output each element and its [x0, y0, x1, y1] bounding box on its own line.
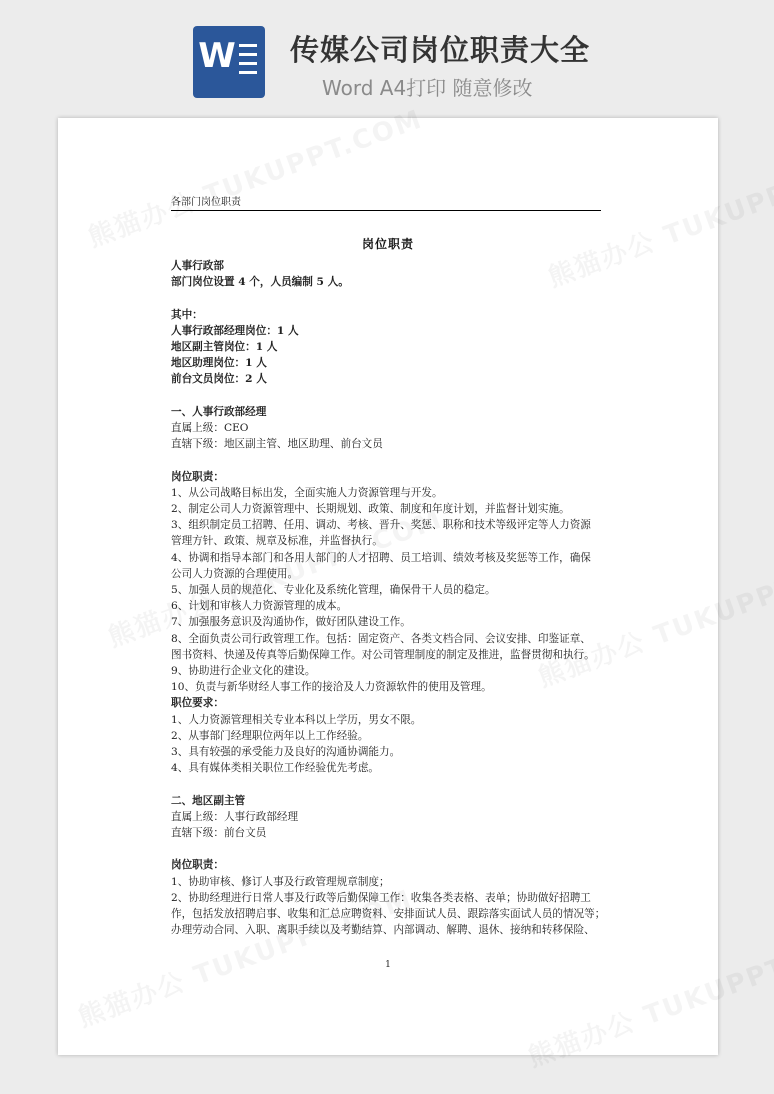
body-line: 2、制定公司人力资源管理中、长期规划、政策、制度和年度计划，并监督计划实施。	[171, 503, 570, 515]
banner-title: 传媒公司岗位职责大全	[290, 33, 591, 67]
body-line: 管理方针、政策、规章及标准，并监督执行。	[171, 535, 383, 548]
blank-line	[171, 776, 603, 792]
body-line: 直辖下级：地区副主管、地区助理、前台文员	[171, 438, 383, 451]
body-line: 前台文员岗位：2 人	[171, 373, 267, 386]
body-line: 岗位职责：	[171, 470, 224, 483]
body-line: 7、加强服务意识及沟通协作，做好团队建设工作。	[171, 616, 411, 629]
body-line: 2、协助经理进行日常人事及行政等后勤保障工作：收集各类表格、表单；协助做好招聘工	[171, 891, 591, 904]
body-line: 其中：	[171, 308, 203, 321]
body-line: 直属上级：人事行政部经理	[171, 810, 299, 823]
document-body	[171, 258, 606, 938]
blank-line	[171, 388, 603, 404]
body-line: 一、人事行政部经理	[171, 405, 267, 418]
body-line: 6、计划和审核人力资源管理的成本。	[171, 600, 348, 613]
word-icon-lines	[239, 44, 257, 80]
body-line: 直属上级：CEO	[171, 422, 249, 434]
banner-subtitle: Word A4打印 随意修改	[322, 76, 533, 100]
body-line: 1、人力资源管理相关专业本科以上学历，男女不限。	[171, 713, 422, 726]
word-icon-letter: W	[198, 36, 236, 76]
document-page	[58, 118, 718, 1055]
body-line: 3、组织制定员工招聘、任用、调动、考核、晋升、奖惩、职称和技术等级评定等人力资源	[171, 519, 591, 532]
banner	[0, 0, 774, 118]
body-line: 10、负责与新华财经人事工作的接洽及人力资源软件的使用及管理。	[171, 681, 492, 694]
page-header: 各部门岗位职责	[171, 193, 601, 211]
body-line: 4、具有媒体类相关职位工作经验优先考虑。	[171, 762, 380, 775]
body-line: 二、地区副主管	[171, 794, 246, 807]
blank-line	[171, 452, 603, 468]
body-line: 岗位职责：	[171, 859, 224, 872]
body-line: 办理劳动合同、入职、离职手续以及考勤结算、内部调动、解聘、退休、接纳和转移保险、	[171, 924, 595, 937]
body-line: 图书资料、快递及传真等后勤保障工作。对公司管理制度的制定及推进，监督贯彻和执行。	[171, 648, 595, 661]
body-line: 9、协助进行企业文化的建设。	[171, 665, 316, 678]
word-doc-icon	[193, 26, 265, 98]
body-line: 人事行政部	[171, 260, 224, 272]
body-line: 1、协助审核、修订人事及行政管理规章制度；	[171, 875, 390, 888]
blank-line	[171, 841, 603, 857]
body-line: 直辖下级：前台文员	[171, 827, 267, 840]
page-number: 1	[385, 960, 391, 970]
body-line: 2、从事部门经理职位两年以上工作经验。	[171, 729, 369, 742]
document-title: 岗位职责	[361, 237, 414, 251]
watermark	[522, 919, 774, 1075]
body-line: 地区助理岗位：1 人	[171, 357, 267, 370]
body-line: 人事行政部经理岗位：1 人	[171, 324, 299, 337]
body-line: 公司人力资源的合理使用。	[171, 567, 299, 580]
body-line: 地区副主管岗位：1 人	[171, 341, 278, 353]
body-line: 1、从公司战略目标出发，全面实施人力资源管理与开发。	[171, 486, 443, 499]
body-line: 职位要求：	[171, 697, 224, 710]
body-line: 3、具有较强的承受能力及良好的沟通协调能力。	[171, 746, 401, 759]
watermark	[82, 99, 427, 255]
body-line: 作，包括发放招聘启事、收集和汇总应聘资料、安排面试人员、跟踪落实面试人员的情况等；	[171, 908, 606, 921]
body-line: 部门岗位设置 4 个，人员编制 5 人。	[171, 276, 349, 289]
body-line: 4、协调和指导本部门和各用人部门的人才招聘、员工培训、绩效考核及奖惩等工作，确保	[171, 551, 591, 564]
blank-line	[171, 290, 603, 306]
body-line: 5、加强人员的规范化、专业化及系统化管理，确保骨干人员的稳定。	[171, 584, 496, 597]
body-line: 8、全面负责公司行政管理工作。包括：固定资产、各类文档合同、会议安排、印鉴证章、	[171, 632, 591, 645]
